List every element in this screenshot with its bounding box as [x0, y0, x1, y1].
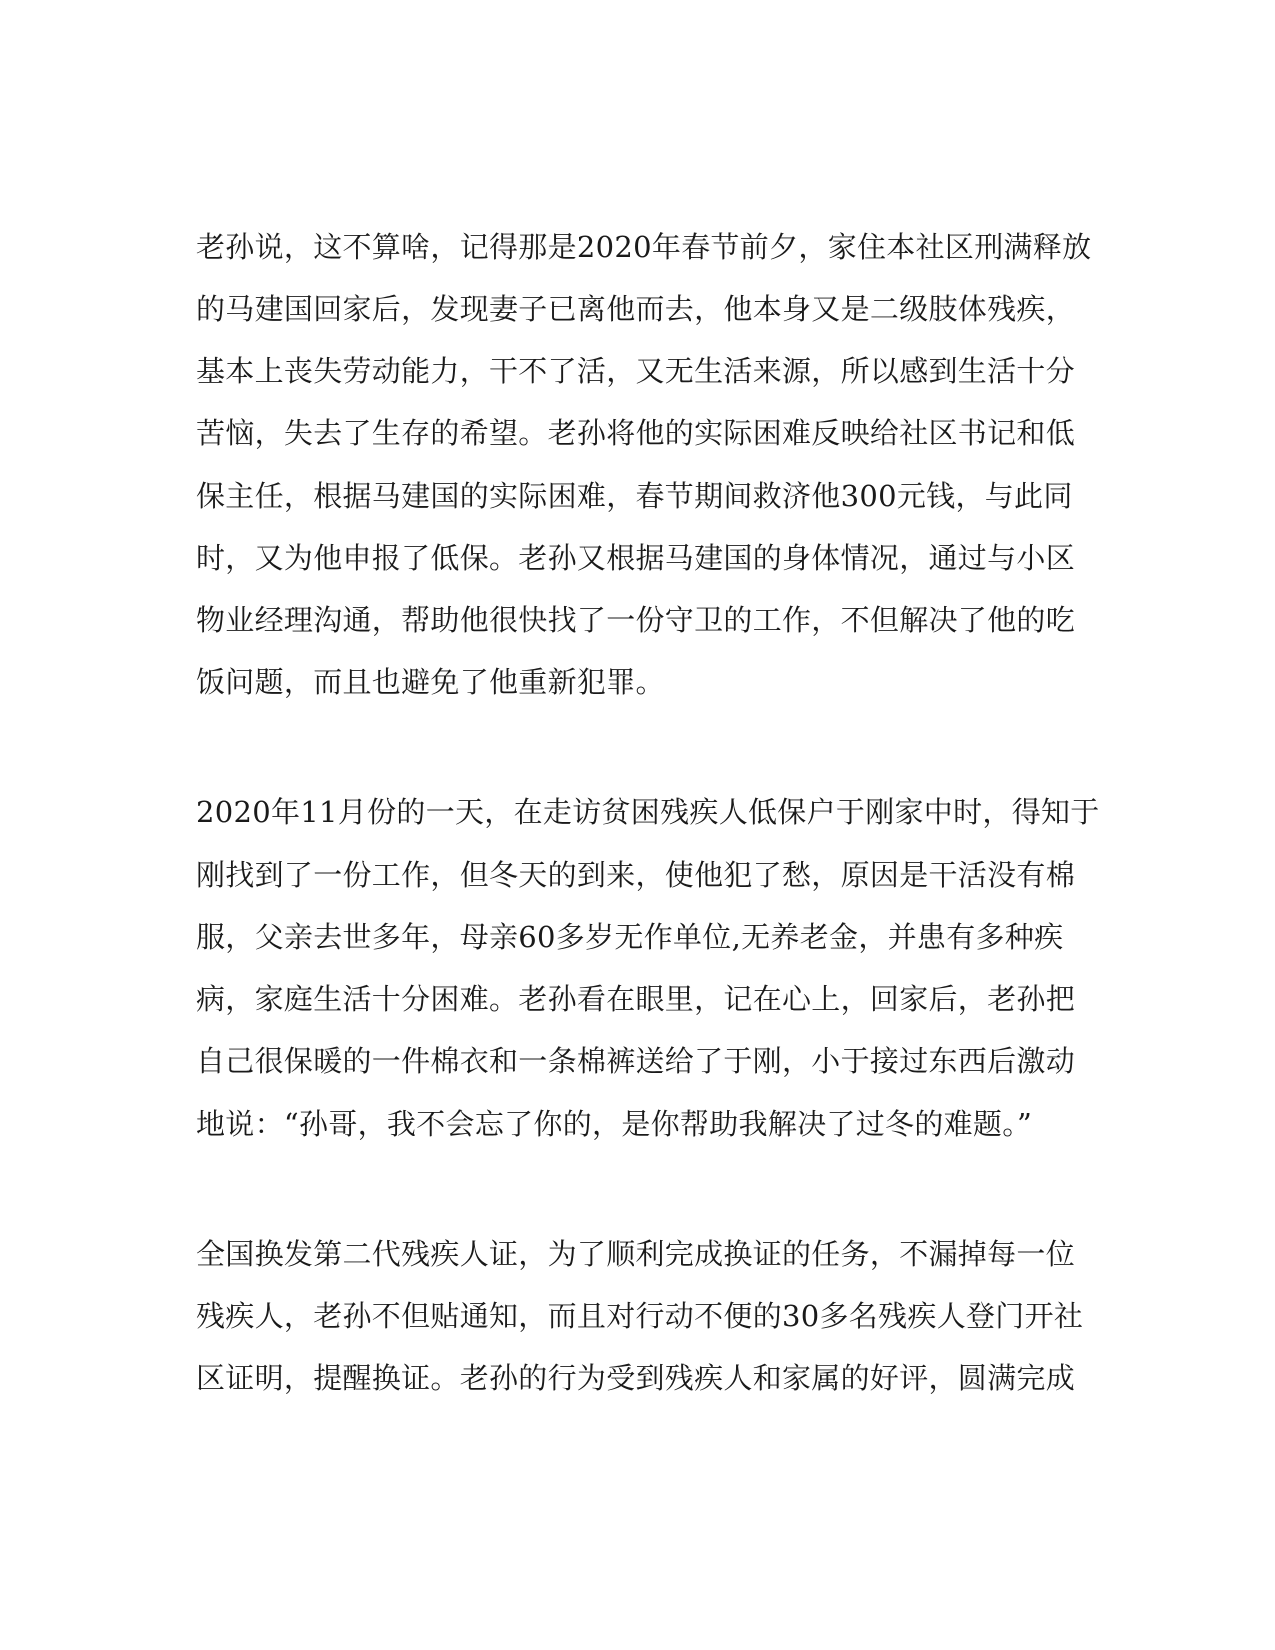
paragraph-line: 饭问题，而且也避免了他重新犯罪。 [196, 665, 665, 699]
paragraph-line: 区证明，提醒换证。老孙的行为受到残疾人和家属的好评，圆满完成 [196, 1361, 1076, 1395]
paragraph-line: 的马建国回家后，发现妻子已离他而去，他本身又是二级肢体残疾， [196, 292, 1076, 326]
paragraph-line: 全国换发第二代残疾人证，为了顺利完成换证的任务，不漏掉每一位 [196, 1237, 1076, 1271]
paragraph-line: 地说：“孙哥，我不会忘了你的，是你帮助我解决了过冬的难题。” [196, 1107, 1033, 1141]
paragraph-line: 自己很保暖的一件棉衣和一条棉裤送给了于刚，小于接过东西后激动 [196, 1044, 1076, 1078]
paragraph-line: 保主任，根据马建国的实际困难，春节期间救济他300元钱，与此同 [196, 479, 1073, 513]
paragraph-line: 基本上丧失劳动能力，干不了活，又无生活来源，所以感到生活十分 [196, 354, 1076, 388]
paragraph-line: 时，又为他申报了低保。老孙又根据马建国的身体情况，通过与小区 [196, 541, 1076, 575]
paragraph-line: 病，家庭生活十分困难。老孙看在眼里，记在心上，回家后，老孙把 [196, 982, 1076, 1016]
paragraph-line: 2020年11月份的一天，在走访贫困残疾人低保户于刚家中时，得知于 [196, 795, 1100, 829]
paragraph-line: 老孙说，这不算啥，记得那是2020年春节前夕，家住本社区刑满释放 [196, 230, 1092, 264]
paragraph-line: 服，父亲去世多年，母亲60多岁无作单位,无养老金，并患有多种疾 [196, 920, 1064, 954]
paragraph-line: 物业经理沟通，帮助他很快找了一份守卫的工作，不但解决了他的吃 [196, 603, 1076, 637]
paragraph-line: 刚找到了一份工作，但冬天的到来，使他犯了愁，原因是干活没有棉 [196, 858, 1076, 892]
paragraph-line: 残疾人，老孙不但贴通知，而且对行动不便的30多名残疾人登门开社 [196, 1299, 1084, 1333]
paragraph-line: 苦恼，失去了生存的希望。老孙将他的实际困难反映给社区书记和低 [196, 416, 1076, 450]
